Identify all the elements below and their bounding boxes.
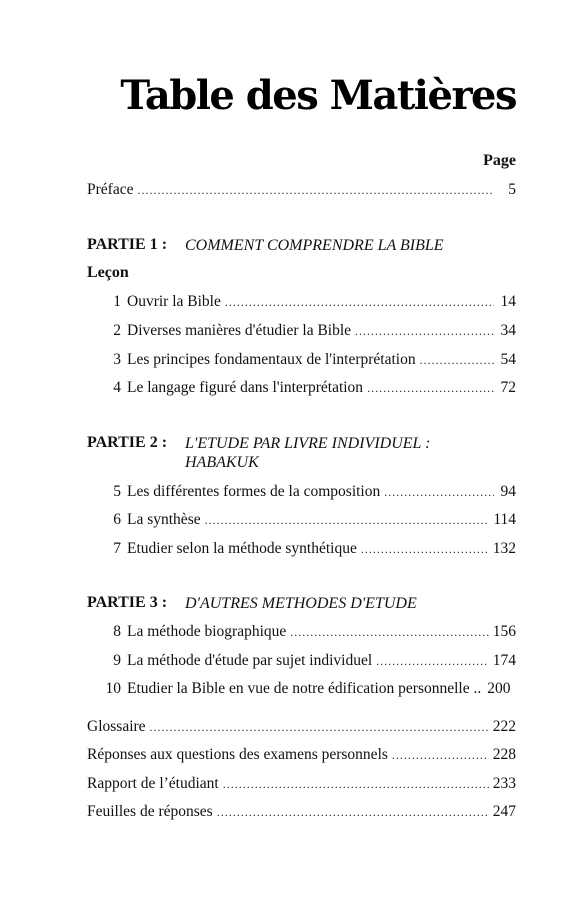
part-title — [185, 236, 444, 255]
lesson-number: 3 — [113, 351, 121, 368]
entry-label: Feuilles de réponses — [87, 803, 213, 820]
dot-leader — [290, 622, 488, 642]
entry-page: 156 — [492, 623, 516, 640]
part-title-line: COMMENT COMPRENDRE LA BIBLE — [185, 237, 444, 254]
lesson-number: 7 — [113, 540, 121, 557]
toc-entry-lesson — [87, 378, 516, 398]
part-label: PARTIE 2 : — [87, 434, 168, 451]
toc-entry-lesson — [87, 679, 516, 699]
toc-entry-lesson — [87, 321, 516, 341]
lesson-number: 10 — [105, 680, 121, 697]
toc-entry-lesson — [87, 482, 516, 502]
dot-leader — [137, 180, 494, 200]
lesson-number: 5 — [113, 483, 121, 500]
entry-label: La synthèse — [127, 511, 201, 528]
entry-label: Réponses aux questions des examens personnels — [87, 746, 388, 763]
part-title — [185, 434, 430, 472]
dot-leader — [392, 745, 489, 765]
entry-label: La méthode d'étude par sujet individuel — [127, 652, 373, 669]
toc-entry-preface — [87, 180, 516, 200]
toc-entry-feuilles — [87, 802, 516, 822]
entry-label: Les différentes formes de la composition — [127, 483, 381, 500]
toc-entry-reponses — [87, 745, 516, 765]
lesson-number: 9 — [113, 652, 121, 669]
entry-page: 54 — [500, 351, 516, 368]
part-title-line: L'ETUDE PAR LIVRE INDIVIDUEL : — [185, 435, 431, 452]
entry-page: 14 — [500, 293, 516, 310]
entry-label: Glossaire — [87, 718, 146, 735]
entry-label: Etudier la Bible en vue de notre édification personnelle .. — [127, 680, 482, 697]
entry-page: 34 — [500, 322, 516, 339]
dot-leader — [223, 774, 489, 794]
entry-label: Les principes fondamentaux de l'interprétation — [127, 351, 416, 368]
lesson-number: 4 — [113, 379, 121, 396]
dot-leader — [361, 539, 489, 559]
entry-page: 72 — [500, 379, 516, 396]
entry-page: 5 — [508, 181, 516, 198]
entry-label: Diverses manières d'étudier la Bible — [127, 322, 352, 339]
toc-entry-lesson — [87, 539, 516, 559]
dot-leader — [150, 717, 489, 737]
lesson-number: 8 — [113, 623, 121, 640]
dot-leader — [420, 350, 494, 370]
lesson-number: 1 — [113, 293, 121, 310]
entry-label: Etudier selon la méthode synthétique — [127, 540, 357, 557]
toc-entry-lesson — [87, 510, 516, 530]
part-title-line: D'AUTRES METHODES D'ETUDE — [185, 595, 417, 612]
page-title: Table des Matières — [120, 72, 516, 119]
entry-label: Ouvrir la Bible — [127, 293, 221, 310]
dot-leader — [217, 802, 489, 822]
lesson-number: 6 — [113, 511, 121, 528]
entry-page: 94 — [500, 483, 516, 500]
lecon-label: Leçon — [87, 264, 129, 281]
toc-entry-lesson — [87, 350, 516, 370]
part-title — [185, 594, 417, 613]
entry-page: 233 — [492, 775, 516, 792]
part-label: PARTIE 1 : — [87, 236, 168, 253]
entry-label: Le langage figuré dans l'interprétation — [127, 379, 364, 396]
part-heading-3 — [87, 594, 417, 613]
toc-entry-lesson — [87, 292, 516, 312]
entry-label: Rapport de l’étudiant — [87, 775, 219, 792]
lesson-number: 2 — [113, 322, 121, 339]
entry-page: 222 — [492, 718, 516, 735]
dot-leader — [205, 510, 490, 530]
part-heading-1 — [87, 236, 444, 255]
toc-entry-lesson — [87, 651, 516, 671]
part-title-line: HABAKUK — [185, 454, 259, 471]
dot-leader — [384, 482, 494, 502]
toc-entry-glossaire — [87, 717, 516, 737]
entry-page: 228 — [492, 746, 516, 763]
toc-entry-rapport — [87, 774, 516, 794]
entry-page: 247 — [492, 803, 516, 820]
part-heading-2 — [87, 434, 430, 472]
dot-leader — [355, 321, 494, 341]
entry-page: 174 — [492, 652, 516, 669]
page-column-header: Page — [483, 152, 516, 169]
entry-label: La méthode biographique — [127, 623, 287, 640]
entry-label: Préface — [87, 181, 134, 198]
entry-page: 132 — [492, 540, 516, 557]
part-label: PARTIE 3 : — [87, 594, 168, 611]
dot-leader — [376, 651, 489, 671]
dot-leader — [225, 292, 494, 312]
dot-leader — [367, 378, 494, 398]
entry-page: 200 — [487, 680, 511, 697]
entry-page: 114 — [493, 511, 516, 528]
toc-entry-lesson — [87, 622, 516, 642]
